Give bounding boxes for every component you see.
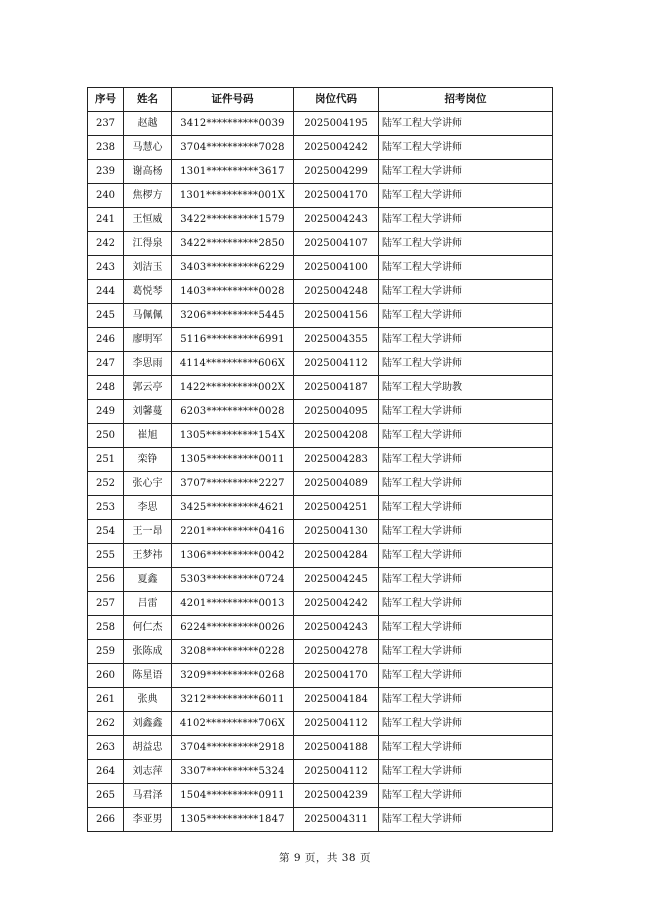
cell-position-code: 2025004100 (294, 256, 379, 280)
cell-index: 244 (88, 280, 124, 304)
table-row (88, 424, 553, 448)
cell-position-code: 2025004243 (294, 208, 379, 232)
cell-position-code: 2025004355 (294, 328, 379, 352)
cell-id-number: 1305**********0011 (172, 448, 294, 472)
cell-position-code: 2025004170 (294, 184, 379, 208)
cell-name: 赵越 (124, 112, 172, 136)
cell-position: 陆军工程大学讲师 (379, 544, 553, 568)
cell-index: 238 (88, 136, 124, 160)
table-row (88, 808, 553, 832)
table-row (88, 496, 553, 520)
table-row (88, 208, 553, 232)
cell-position: 陆军工程大学讲师 (379, 160, 553, 184)
cell-position-code: 2025004112 (294, 760, 379, 784)
cell-name: 张心宇 (124, 472, 172, 496)
table-row (88, 592, 553, 616)
cell-position-code: 2025004130 (294, 520, 379, 544)
header-position: 招考岗位 (379, 88, 553, 112)
cell-id-number: 3707**********2227 (172, 472, 294, 496)
roster-table (87, 87, 553, 832)
cell-position: 陆军工程大学讲师 (379, 256, 553, 280)
cell-position-code: 2025004251 (294, 496, 379, 520)
cell-position-code: 2025004299 (294, 160, 379, 184)
cell-position: 陆军工程大学讲师 (379, 520, 553, 544)
cell-index: 247 (88, 352, 124, 376)
cell-position-code: 2025004242 (294, 136, 379, 160)
cell-index: 250 (88, 424, 124, 448)
cell-name: 刘馨蔓 (124, 400, 172, 424)
cell-index: 241 (88, 208, 124, 232)
cell-name: 栾铮 (124, 448, 172, 472)
cell-name: 谢高杨 (124, 160, 172, 184)
cell-position: 陆军工程大学讲师 (379, 736, 553, 760)
cell-index: 242 (88, 232, 124, 256)
table-row (88, 688, 553, 712)
cell-position-code: 2025004245 (294, 568, 379, 592)
cell-index: 240 (88, 184, 124, 208)
cell-name: 夏鑫 (124, 568, 172, 592)
cell-position: 陆军工程大学讲师 (379, 472, 553, 496)
cell-name: 张陈成 (124, 640, 172, 664)
cell-index: 237 (88, 112, 124, 136)
table-row (88, 112, 553, 136)
cell-name: 李亚男 (124, 808, 172, 832)
table-row (88, 448, 553, 472)
cell-position: 陆军工程大学讲师 (379, 232, 553, 256)
table-row (88, 160, 553, 184)
cell-position-code: 2025004112 (294, 352, 379, 376)
table-row (88, 136, 553, 160)
cell-name: 吕雷 (124, 592, 172, 616)
cell-position-code: 2025004195 (294, 112, 379, 136)
cell-position-code: 2025004184 (294, 688, 379, 712)
cell-id-number: 3403**********6229 (172, 256, 294, 280)
cell-id-number: 1403**********0028 (172, 280, 294, 304)
cell-name: 王恒威 (124, 208, 172, 232)
cell-position: 陆军工程大学讲师 (379, 400, 553, 424)
cell-position: 陆军工程大学讲师 (379, 568, 553, 592)
cell-name: 马慧心 (124, 136, 172, 160)
cell-index: 249 (88, 400, 124, 424)
cell-position-code: 2025004242 (294, 592, 379, 616)
table-row (88, 472, 553, 496)
cell-position: 陆军工程大学讲师 (379, 208, 553, 232)
cell-position: 陆军工程大学讲师 (379, 712, 553, 736)
cell-name: 葛悦琴 (124, 280, 172, 304)
cell-index: 243 (88, 256, 124, 280)
page-footer: 第 9 页，共 38 页 (279, 852, 371, 864)
cell-id-number: 3422**********1579 (172, 208, 294, 232)
cell-index: 246 (88, 328, 124, 352)
table-row (88, 664, 553, 688)
cell-id-number: 1301**********001X (172, 184, 294, 208)
table-body (88, 112, 553, 832)
cell-index: 264 (88, 760, 124, 784)
cell-id-number: 1422**********002X (172, 376, 294, 400)
cell-name: 崔旭 (124, 424, 172, 448)
cell-position: 陆军工程大学讲师 (379, 112, 553, 136)
cell-name: 张典 (124, 688, 172, 712)
cell-position: 陆军工程大学讲师 (379, 448, 553, 472)
cell-position: 陆军工程大学讲师 (379, 280, 553, 304)
cell-index: 265 (88, 784, 124, 808)
cell-id-number: 3704**********7028 (172, 136, 294, 160)
table-row (88, 544, 553, 568)
header-position-code: 岗位代码 (294, 88, 379, 112)
cell-name: 李思 (124, 496, 172, 520)
cell-index: 262 (88, 712, 124, 736)
cell-name: 江得泉 (124, 232, 172, 256)
cell-name: 刘志萍 (124, 760, 172, 784)
cell-index: 263 (88, 736, 124, 760)
cell-name: 刘鑫鑫 (124, 712, 172, 736)
cell-id-number: 1301**********3617 (172, 160, 294, 184)
cell-position: 陆军工程大学讲师 (379, 496, 553, 520)
cell-index: 258 (88, 616, 124, 640)
table-row (88, 616, 553, 640)
cell-name: 马君泽 (124, 784, 172, 808)
cell-index: 260 (88, 664, 124, 688)
table-row (88, 520, 553, 544)
cell-name: 刘洁玉 (124, 256, 172, 280)
cell-index: 259 (88, 640, 124, 664)
cell-id-number: 1306**********0042 (172, 544, 294, 568)
cell-id-number: 4102**********706X (172, 712, 294, 736)
cell-name: 焦椤方 (124, 184, 172, 208)
cell-index: 252 (88, 472, 124, 496)
cell-id-number: 6203**********0028 (172, 400, 294, 424)
cell-position-code: 2025004089 (294, 472, 379, 496)
cell-position-code: 2025004243 (294, 616, 379, 640)
cell-position-code: 2025004278 (294, 640, 379, 664)
cell-id-number: 3209**********0268 (172, 664, 294, 688)
cell-position: 陆军工程大学讲师 (379, 184, 553, 208)
cell-id-number: 4201**********0013 (172, 592, 294, 616)
cell-id-number: 6224**********0026 (172, 616, 294, 640)
cell-id-number: 5303**********0724 (172, 568, 294, 592)
cell-position-code: 2025004284 (294, 544, 379, 568)
table-row (88, 640, 553, 664)
cell-position: 陆军工程大学讲师 (379, 352, 553, 376)
cell-position: 陆军工程大学讲师 (379, 688, 553, 712)
cell-index: 254 (88, 520, 124, 544)
cell-position: 陆军工程大学讲师 (379, 664, 553, 688)
table-row (88, 256, 553, 280)
cell-id-number: 1305**********1847 (172, 808, 294, 832)
cell-index: 257 (88, 592, 124, 616)
table-row (88, 760, 553, 784)
cell-id-number: 3206**********5445 (172, 304, 294, 328)
cell-position-code: 2025004208 (294, 424, 379, 448)
cell-id-number: 3307**********5324 (172, 760, 294, 784)
cell-id-number: 3212**********6011 (172, 688, 294, 712)
cell-position: 陆军工程大学讲师 (379, 808, 553, 832)
cell-position-code: 2025004156 (294, 304, 379, 328)
cell-position-code: 2025004248 (294, 280, 379, 304)
cell-position-code: 2025004187 (294, 376, 379, 400)
table-header-row (88, 88, 553, 112)
cell-id-number: 3412**********0039 (172, 112, 294, 136)
header-id-number: 证件号码 (172, 88, 294, 112)
cell-index: 261 (88, 688, 124, 712)
cell-id-number: 1305**********154X (172, 424, 294, 448)
cell-index: 239 (88, 160, 124, 184)
cell-name: 李思雨 (124, 352, 172, 376)
cell-position-code: 2025004283 (294, 448, 379, 472)
cell-id-number: 2201**********0416 (172, 520, 294, 544)
table-row (88, 784, 553, 808)
cell-position: 陆军工程大学讲师 (379, 136, 553, 160)
cell-id-number: 3422**********2850 (172, 232, 294, 256)
cell-name: 王一昂 (124, 520, 172, 544)
table-row (88, 400, 553, 424)
cell-name: 郭云亭 (124, 376, 172, 400)
table-row (88, 328, 553, 352)
cell-position: 陆军工程大学讲师 (379, 328, 553, 352)
table-row (88, 736, 553, 760)
cell-index: 248 (88, 376, 124, 400)
cell-name: 王梦祎 (124, 544, 172, 568)
cell-name: 马佩佩 (124, 304, 172, 328)
cell-index: 253 (88, 496, 124, 520)
cell-id-number: 5116**********6991 (172, 328, 294, 352)
cell-id-number: 3704**********2918 (172, 736, 294, 760)
cell-position: 陆军工程大学助教 (379, 376, 553, 400)
table-row (88, 304, 553, 328)
cell-name: 廖明军 (124, 328, 172, 352)
table-row (88, 376, 553, 400)
cell-name: 陈星语 (124, 664, 172, 688)
cell-position-code: 2025004170 (294, 664, 379, 688)
cell-position: 陆军工程大学讲师 (379, 784, 553, 808)
cell-id-number: 1504**********0911 (172, 784, 294, 808)
cell-index: 251 (88, 448, 124, 472)
cell-index: 245 (88, 304, 124, 328)
cell-name: 胡益忠 (124, 736, 172, 760)
table-row (88, 712, 553, 736)
header-index: 序号 (88, 88, 124, 112)
cell-position: 陆军工程大学讲师 (379, 640, 553, 664)
cell-position-code: 2025004107 (294, 232, 379, 256)
cell-id-number: 3208**********0228 (172, 640, 294, 664)
cell-position-code: 2025004311 (294, 808, 379, 832)
cell-position: 陆军工程大学讲师 (379, 424, 553, 448)
cell-index: 256 (88, 568, 124, 592)
cell-position-code: 2025004112 (294, 712, 379, 736)
cell-position: 陆军工程大学讲师 (379, 304, 553, 328)
cell-position-code: 2025004188 (294, 736, 379, 760)
cell-id-number: 3425**********4621 (172, 496, 294, 520)
cell-position: 陆军工程大学讲师 (379, 592, 553, 616)
table-row (88, 280, 553, 304)
cell-position-code: 2025004095 (294, 400, 379, 424)
table-row (88, 184, 553, 208)
cell-position: 陆军工程大学讲师 (379, 760, 553, 784)
cell-index: 266 (88, 808, 124, 832)
cell-position: 陆军工程大学讲师 (379, 616, 553, 640)
cell-name: 何仁杰 (124, 616, 172, 640)
table-row (88, 352, 553, 376)
cell-id-number: 4114**********606X (172, 352, 294, 376)
header-name: 姓名 (124, 88, 172, 112)
cell-position-code: 2025004239 (294, 784, 379, 808)
cell-index: 255 (88, 544, 124, 568)
table-row (88, 568, 553, 592)
table-row (88, 232, 553, 256)
